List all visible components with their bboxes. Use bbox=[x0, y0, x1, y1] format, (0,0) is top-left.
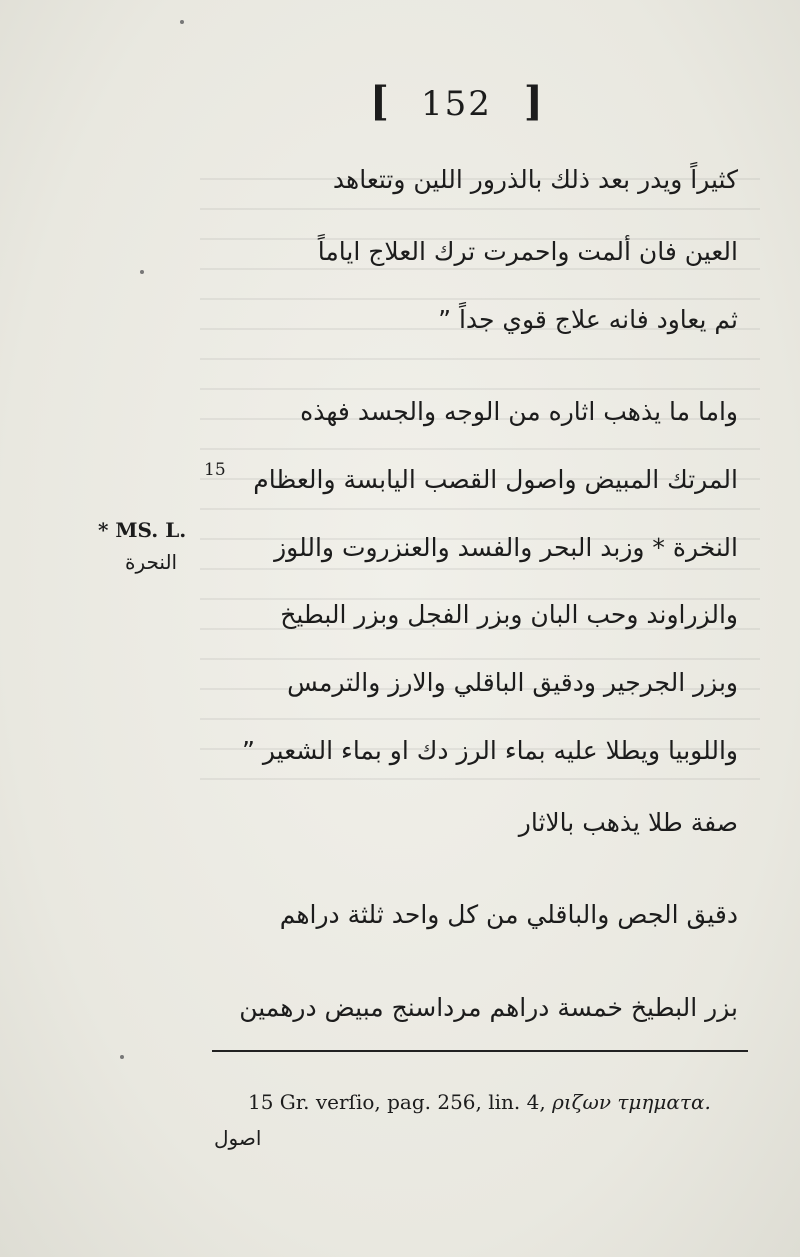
arabic-line-6: النخرة * وزبد البحر والفسد والعنزروت واللوز bbox=[274, 533, 738, 562]
arabic-line-2: العين فان ألمت واحمرت ترك العلاج اياماً bbox=[317, 237, 738, 266]
paper-speck bbox=[180, 20, 184, 24]
margin-note-label: * MS. L. bbox=[98, 518, 187, 542]
footnote-line bbox=[248, 1090, 711, 1114]
arabic-line-11: دقيق الجص والباقلي من كل واحد ثلثة دراهم bbox=[279, 900, 738, 929]
section-heading: صفة طلا يذهب بالاثار bbox=[518, 808, 738, 837]
page-header bbox=[370, 78, 570, 125]
arabic-line-8: وبزر الجرجير ودقيق الباقلي والارز والترمس bbox=[287, 668, 738, 697]
close-bracket: ] bbox=[523, 78, 545, 125]
open-bracket: [ bbox=[370, 78, 391, 125]
footnote-text: 15 Gr. verſio, pag. 256, lin. 4, bbox=[248, 1090, 546, 1114]
footnote-rule bbox=[212, 1050, 748, 1052]
arabic-line-12: بزر البطيخ خمسة دراهم مرداسنج مبيض درهمين bbox=[239, 993, 738, 1022]
arabic-line-1: كثيراً ويدر بعد ذلك بالذرور اللين وتتعاهد bbox=[332, 165, 738, 194]
footnote-marker: 15 bbox=[204, 460, 226, 480]
arabic-line-3: ثم يعاود فانه علاج قوي جداً ” bbox=[438, 305, 738, 334]
arabic-line-5: المرتك المبيض واصول القصب اليابسة والعظام bbox=[253, 465, 738, 494]
page-number: 152 bbox=[420, 84, 492, 124]
arabic-line-7: والزراوند وحب البان وبزر الفجل وبزر البطيخ bbox=[280, 600, 738, 629]
paper-speck bbox=[120, 1055, 124, 1059]
paper-speck bbox=[140, 270, 144, 274]
footnote-arabic: اصول bbox=[214, 1126, 262, 1150]
arabic-line-9: واللوبيا ويطلا عليه بماء الرز دك او بماء الشعير ” bbox=[241, 736, 738, 765]
footnote-greek: ριζων τμηματα. bbox=[552, 1090, 711, 1114]
arabic-line-4: واما ما يذهب اثاره من الوجه والجسد فهذه bbox=[300, 397, 738, 426]
margin-note-arabic: النحرة bbox=[125, 550, 178, 574]
